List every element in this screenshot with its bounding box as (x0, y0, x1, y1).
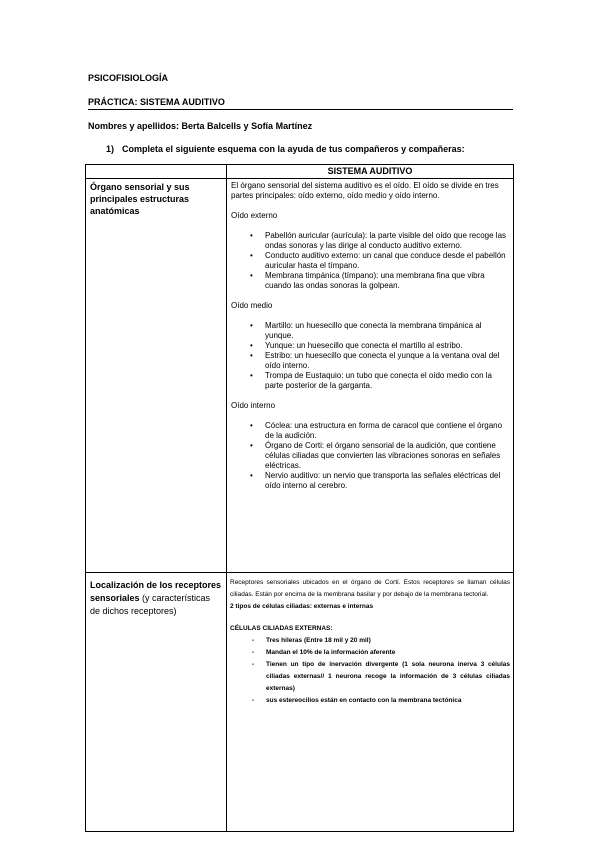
section-list (231, 321, 508, 391)
organ-description-cell (227, 179, 514, 573)
section-title: Oído externo (231, 211, 278, 220)
list-item: • Membrana timpánica (tímpano): una membrana fina que vibra cuando las ondas sonoras la golpean. (265, 271, 508, 291)
question-1 (106, 144, 465, 154)
list-item: - sus estereocilios están en contacto con la membrana tectónica (266, 695, 510, 707)
list-item: • Estribo: un huesecillo que conecta el yunque a la ventana oval del oído interno. (265, 351, 508, 371)
question-text: Completa el siguiente esquema con la ayuda de tus compañeros y compañeras: (122, 144, 465, 154)
list-item: • Conducto auditivo externo: un canal que conduce desde el pabellón auricular hasta el tímpano. (265, 251, 508, 271)
list-item: • Nervio auditivo: un nervio que transporta las señales eléctricas del oído interno al cerebro. (265, 471, 508, 491)
row-label-receptors-rest: (y características de dichos receptores) (90, 593, 211, 616)
section-list (231, 231, 508, 291)
row-label-receptors (86, 573, 227, 832)
auditory-system-table (85, 164, 514, 832)
list-item: • Pabellón auricular (aurícula): la parte visible del oído que recoge las ondas sonoras y las dirige al conducto auditivo externo. (265, 231, 508, 251)
list-item: • Yunque: un huesecillo que conecta el martillo al estribo. (265, 341, 508, 351)
list-item: • Martillo: un huesecillo que conecta la membrana timpánica al yunque. (265, 321, 508, 341)
section-title: Oído medio (231, 301, 273, 310)
subject-title: PSICOFISIOLOGÍA (88, 73, 169, 83)
outer-hair-cells-list (230, 635, 510, 707)
table-column-header: SISTEMA AUDITIVO (227, 165, 514, 179)
section-title: Oído interno (231, 401, 276, 410)
receptors-description-cell (227, 573, 514, 832)
list-item: - Tres hileras (Entre 18 mil y 20 mil) (266, 635, 510, 647)
practice-title: PRÁCTICA: SISTEMA AUDITIVO (88, 97, 513, 110)
row-label-organ: Órgano sensorial y sus principales estructuras anatómicas (86, 179, 227, 573)
question-number: 1) (106, 144, 115, 154)
row-label-receptors-bold: Localización de los receptores sensoriales (90, 580, 222, 603)
list-item: • Órgano de Corti: el órgano sensorial de la audición, que contiene células ciliadas que convierten las vibraciones sonoras en señales eléctricas. (265, 441, 508, 471)
section-list (231, 421, 508, 491)
outer-hair-cells-title: CÉLULAS CILIADAS EXTERNAS: (230, 625, 333, 632)
list-item: • Cóclea: una estructura en forma de caracol que contiene el órgano de la audición. (265, 421, 508, 441)
student-names: Nombres y apellidos: Berta Balcells y Sofía Martínez (88, 121, 313, 131)
receptor-types: 2 tipos de células ciliadas: externas e internas (230, 603, 374, 610)
list-item: - Mandan el 10% de la información aferente (266, 647, 510, 659)
receptors-intro: Receptores sensoriales ubicados en el órgano de Corti. Estos receptores se llaman células ciliadas. Están por encima de la membrana basilar y por debajo de la membrana tectorial. (230, 579, 510, 598)
organ-intro: El órgano sensorial del sistema auditivo es el oído. El oído se divide en tres partes principales: oído externo, oído medio y oído interno. (231, 181, 499, 200)
list-item: - Tienen un tipo de inervación divergente (1 sola neurona inerva 3 células ciliadas externas// 1 neurona recoge la información de 3 células ciliadas externas) (266, 659, 510, 695)
list-item: • Trompa de Eustaquio: un tubo que conecta el oído medio con la parte posterior de la garganta. (265, 371, 508, 391)
table-header-blank (86, 165, 227, 179)
